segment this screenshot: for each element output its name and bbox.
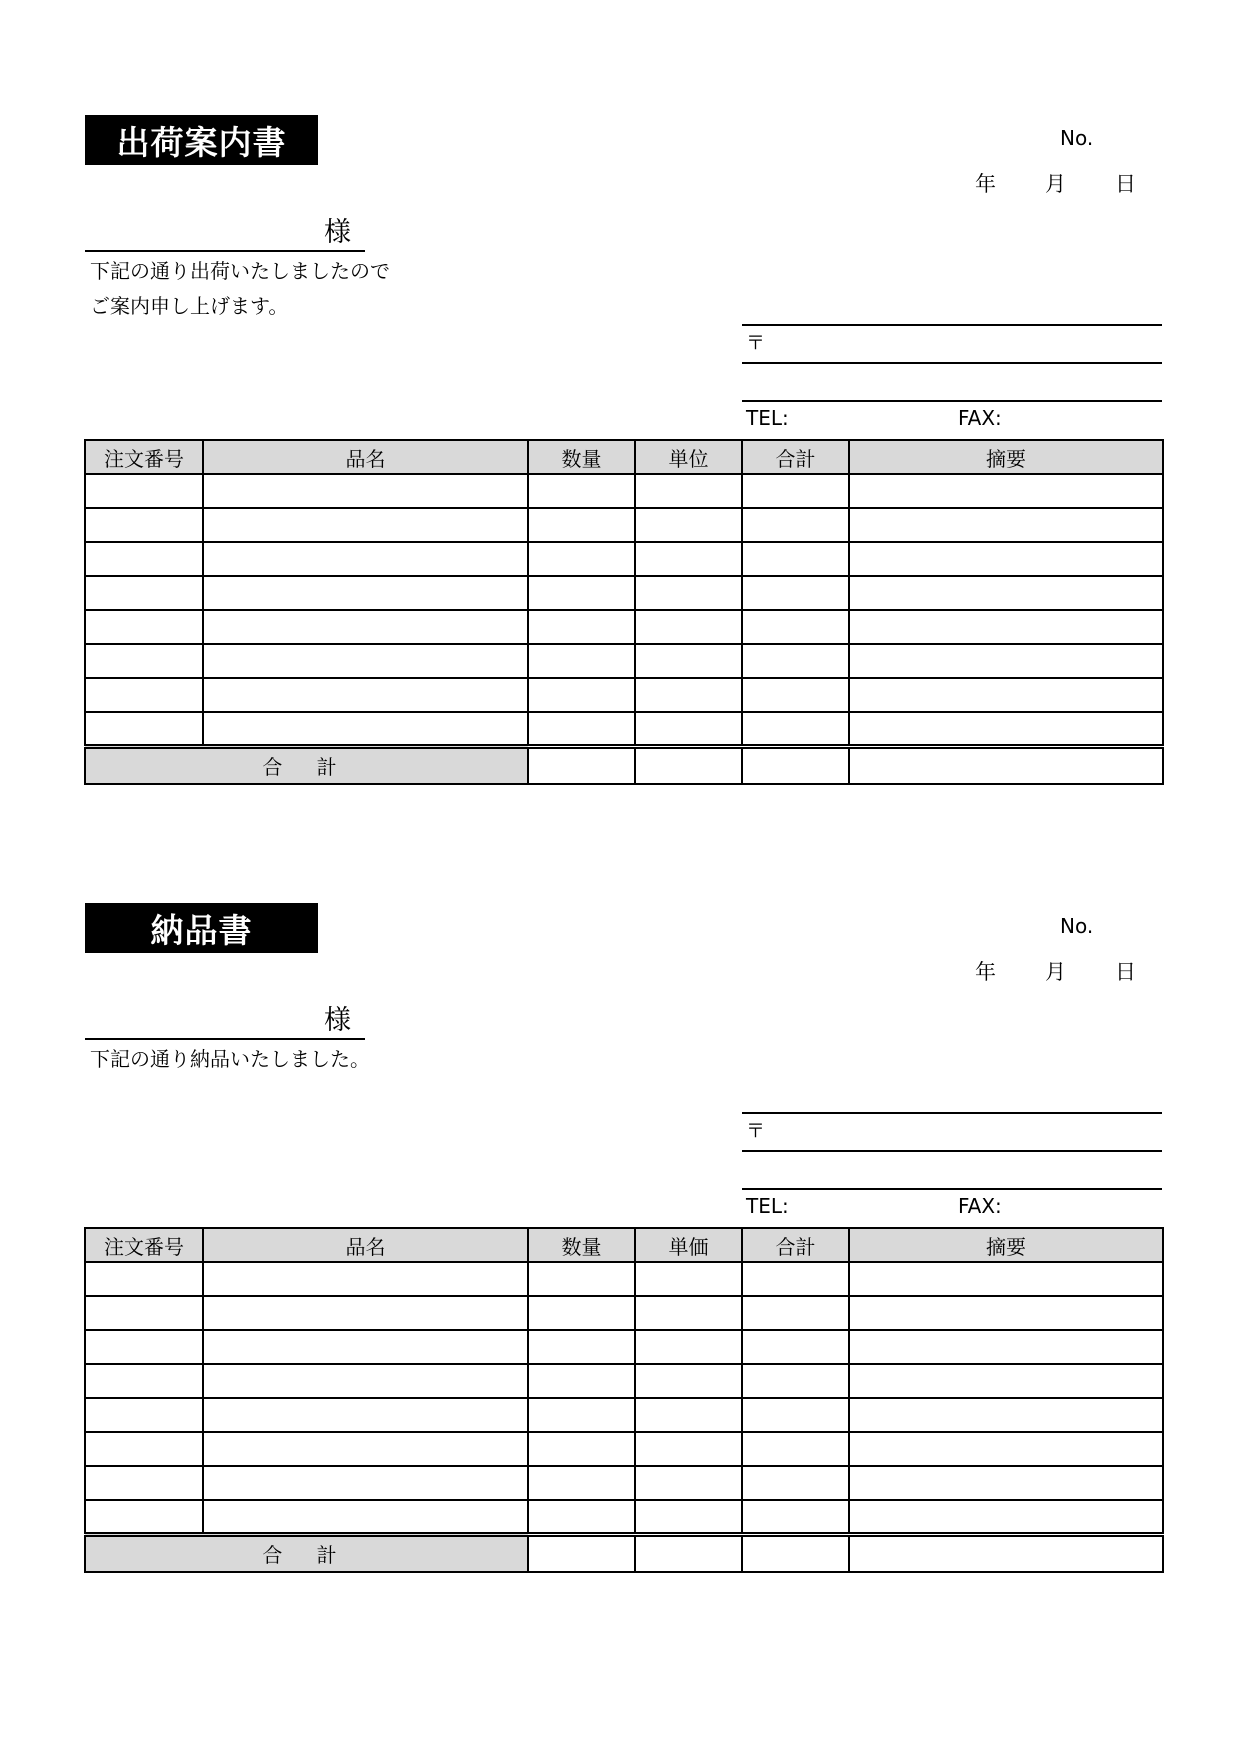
delivery-note-section [0, 788, 1240, 1608]
tel-label: TEL: [746, 406, 789, 430]
address-line [742, 1112, 1162, 1114]
table-header-row [85, 440, 1163, 474]
year-label: 年 [975, 960, 996, 984]
shipping-notice-section [0, 0, 1240, 820]
table-header-row [85, 1228, 1163, 1262]
header-remarks: 摘要 [849, 440, 1163, 474]
table-row [85, 1296, 1163, 1330]
address-line [742, 1188, 1162, 1190]
table-row [85, 508, 1163, 542]
table-row [85, 1466, 1163, 1500]
address-line [742, 400, 1162, 402]
table-row [85, 1262, 1163, 1296]
header-unit: 単位 [635, 440, 742, 474]
year-label: 年 [975, 172, 996, 196]
items-table [84, 439, 1164, 785]
fax-label: FAX: [958, 406, 1002, 430]
header-total: 合計 [742, 1228, 849, 1262]
table-row [85, 542, 1163, 576]
address-line [742, 1150, 1162, 1152]
recipient-honorific: 様 [324, 217, 351, 248]
table-row [85, 1330, 1163, 1364]
table-row [85, 712, 1163, 746]
recipient-honorific: 様 [324, 1005, 351, 1036]
document-title: 出荷案内書 [85, 115, 318, 165]
recipient-underline [85, 1038, 365, 1040]
table-row [85, 1364, 1163, 1398]
table-row [85, 644, 1163, 678]
recipient-underline [85, 250, 365, 252]
table-row [85, 678, 1163, 712]
table-row [85, 1432, 1163, 1466]
intro-text: 下記の通り納品いたしました。 [90, 1047, 370, 1071]
day-label: 日 [1115, 172, 1136, 196]
header-unit-price: 単価 [635, 1228, 742, 1262]
header-item-name: 品名 [203, 1228, 528, 1262]
day-label: 日 [1115, 960, 1136, 984]
total-label: 合 計 [85, 746, 528, 784]
header-quantity: 数量 [528, 440, 635, 474]
fax-label: FAX: [958, 1194, 1002, 1218]
table-row [85, 1500, 1163, 1534]
date-row [975, 168, 1145, 198]
items-table [84, 1227, 1164, 1573]
total-row [85, 1534, 1163, 1572]
table-row [85, 474, 1163, 508]
month-label: 月 [1045, 172, 1066, 196]
table-row [85, 610, 1163, 644]
document-number-label: No. [1060, 126, 1094, 150]
address-line [742, 324, 1162, 326]
table-row [85, 1398, 1163, 1432]
tel-label: TEL: [746, 1194, 789, 1218]
header-order-number: 注文番号 [85, 440, 203, 474]
document-title: 納品書 [85, 903, 318, 953]
total-row [85, 746, 1163, 784]
header-remarks: 摘要 [849, 1228, 1163, 1262]
intro-text: 下記の通り出荷いたしましたので ご案内申し上げます。 [90, 259, 390, 318]
header-item-name: 品名 [203, 440, 528, 474]
document-number-label: No. [1060, 914, 1094, 938]
header-total: 合計 [742, 440, 849, 474]
date-row [975, 956, 1145, 986]
address-line [742, 362, 1162, 364]
postal-mark: 〒 [746, 332, 766, 354]
header-order-number: 注文番号 [85, 1228, 203, 1262]
total-label: 合 計 [85, 1534, 528, 1572]
month-label: 月 [1045, 960, 1066, 984]
header-quantity: 数量 [528, 1228, 635, 1262]
postal-mark: 〒 [746, 1120, 766, 1142]
table-row [85, 576, 1163, 610]
